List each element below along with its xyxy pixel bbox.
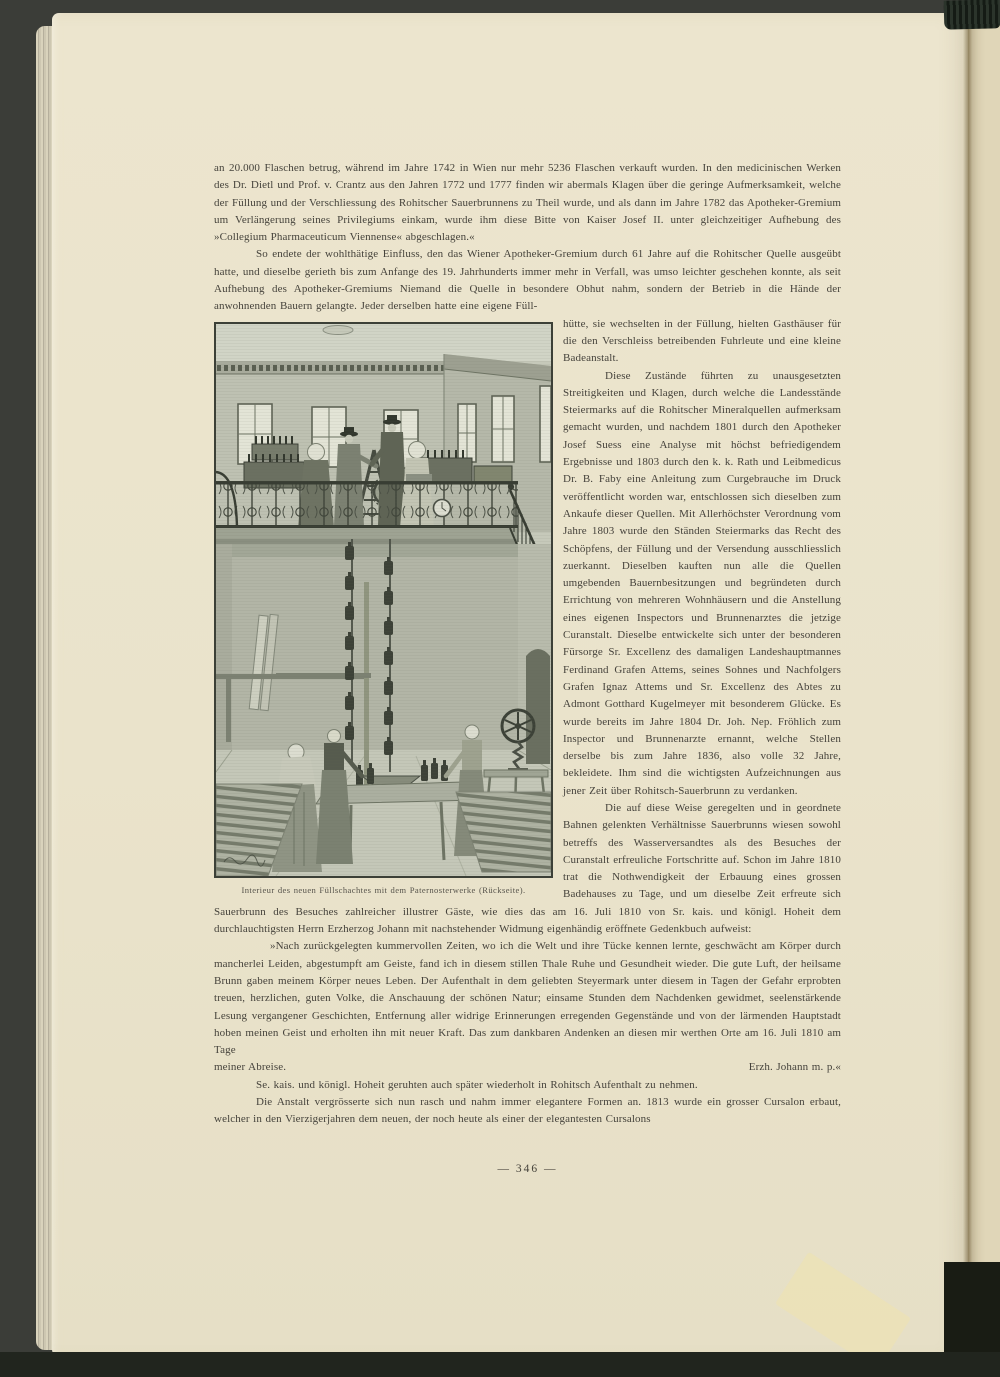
paragraph: Diese Zustände führten zu unausgesetzten Streitigkeiten und Klagen, durch welche die Landesstände Steiermarks auf die Rohitscher Mineralquellen aufmerksam gemacht wurden, und nachdem 1801 durch den Apotheker Josef Suess eine Analyse mit höchst befriedigendem Ergebnisse und 1803 durch den k. k. Rath und Leibmedicus Dr. B. Faby eine Anleitung zum Curgebrauche im Druck veröffentlicht worden war, entschlossen sich dieselben zum Ankaufe dieser Quellen. Mit Allerhöchster Verordnung vom Jahre 1803 wurde den Ständen Steiermarks das Recht des Schöpfens, der Füllung und der Versendung ausschliesslich zuerkannt. Dieselben kauften nun alle die Quellen umgebenden Bauernbesitzungen und begründeten durch Errichtung von mehreren Wohnhäusern und die Anstellung eines eigenen Inspectors und Brunnenarztes die jetzige Curanstalt. Dieselbe entwickelte sich unter der besonderen Fürsorge Sr. Excellenz des damaligen Landeshauptmannes Ferdinand Grafen Attems, seines Sohnes und Nachfolgers Grafen Ignaz Attems und Sr. Excellenz des Abtes zu Admont Gotthard Kugelmeyer mit besonderem Glücke. Es wurde bereits im Jahre 1804 Dr. Joh. Nep. Fröhlich zum Inspector und Brunnenarzte ernannt, welche Stellen derselbe bis zum Jahre 1836, also volle 32 Jahre, bekleidete. Ihm sind die wichtigsten Aufzeichnungen aus jener Zeit über Rohitsch-Sauerbrunn zu verdanken. — [563, 369, 841, 797]
paragraph: Die Anstalt vergrösserte sich nun rasch und nahm immer elegantere Formen an. 1813 wurde ein grosser Cursalon erbaut, welcher in den Vierzigerjahren dem neuen, der noch heute als einer der elegantesten Cursalons — [214, 1096, 841, 1126]
paragraph: Die auf diese Weise geregelten und in geordnete Bahnen gelenkten Verhältnisse Sauerbrunns wiesen sowohl betreffs des Wasserversandtes als des Besuches der Curanstalt erfreuliche Fortschritte auf. Schon im Jahre 1810 trat die Nothwendigkeit der Erbauung eines grossen Badehauses zu Tage, und um dieselbe Zeit erfreute sich Sauerbrunn des Besuches zahlreicher illustrer Gäste, wie dies das am 16. Juli 1810 von Sr. kais. und königl. Hoheit dem durchlauchtigsten Herrn Erzherzog Johann mit nachstehender Widmung eigenhändig eröffnete Gedenkbuch aufweist: — [214, 801, 841, 936]
page-number: — 346 — — [497, 1163, 558, 1175]
book-page — [52, 13, 972, 1358]
paragraph: hütte, sie wechselten in der Füllung, hielten Gasthäuser für die den Verschleiss betreibenden Fuhrleute und eine kleine Badeanstalt. — [563, 317, 841, 365]
quote-signature-line — [214, 1059, 841, 1076]
next-page-edge — [968, 22, 1000, 1272]
quote-signature: Erzh. Johann m. p.« — [748, 1061, 841, 1074]
gutter-crease — [963, 16, 972, 1356]
book-headband — [944, 0, 1000, 30]
engraving-image — [214, 322, 553, 878]
paragraph: Se. kais. und königl. Hoheit geruhten auch später wiederholt in Rohitsch Aufenthalt zu nehmen. — [256, 1078, 698, 1091]
paragraph: So endete der wohlthätige Einfluss, den das Wiener Apotheker-Gremium durch 61 Jahre auf die Rohitscher Quelle ausgeübt hatte, und dieselbe gerieth bis zum Anfange des 19. Jahrhunderts immer mehr in Verfall, was umso leichter geschehen konnte, als seit Aufhebung des Apotheker-Gremiums Niemand die Quelle in besondere Obhut nahm, sondern der Betrieb in die Hände der anwohnenden Bauern gelangte. Jeder derselben hatte eine eigene Füll- — [214, 248, 841, 313]
paragraph-quote: »Nach zurückgelegten kummervollen Zeiten, wo ich die Welt und ihre Tücke kennen lernte, geschwächt am Körper durch mancherlei Leiden, abgestumpft am Geiste, fand ich in diesem stillen Thale Ruhe und Gesundheit wieder. Die gute Luft, der heilsame Brunn gaben meinem Körper neues Leben. Der Aufenthalt in dem geliebten Steyermark unter diesem in Tagen der Gefahr erprobten treuen, herzlichen, guten Volke, die Anschauung der schönen Natur; einsame Stunden dem Nachdenken gewidmet, seelenstärkende Lesung vergangener Geschichten, Entfernung aller widrige Erinnerungen erregenden Gegenstände und von der lärmenden Hauptstadt hoben meinen Geist und erholten ihn mit neuer Kraft. Das zum dankbaren Andenken an diesen mir werthen Orte am 16. Juli 1810 am Tage — [214, 940, 841, 1057]
figure-illustration — [214, 322, 553, 896]
quote-tail: meiner Abreise. — [214, 1061, 287, 1074]
paragraph: an 20.000 Flaschen betrug, während im Jahre 1742 in Wien nur mehr 5236 Flaschen verkauft wurden. In den medicinischen Werken des Dr. Dietl und Prof. v. Crantz aus den Jahren 1772 und 1777 finden wir abermals Klagen über die geringe Aufmerksamkeit, welche der Füllung und der Verschliessung des Rohitscher Sauerbrunnens zu Theil wurde, und als dann im Jahre 1782 das Apotheker-Gremium um Verlängerung seines Privilegiums einkam, wurde ihm diese Bitte von Kaiser Josef II. unter gleichzeitiger Aufhebung des »Collegium Pharmaceuticum Viennense« abgeschlagen.« — [214, 162, 841, 244]
table-surface — [0, 1352, 1000, 1377]
body-text — [214, 160, 841, 1129]
figure-caption: Interieur des neuen Füllschachtes mit dem Paternosterwerke (Rückseite). — [241, 884, 526, 895]
